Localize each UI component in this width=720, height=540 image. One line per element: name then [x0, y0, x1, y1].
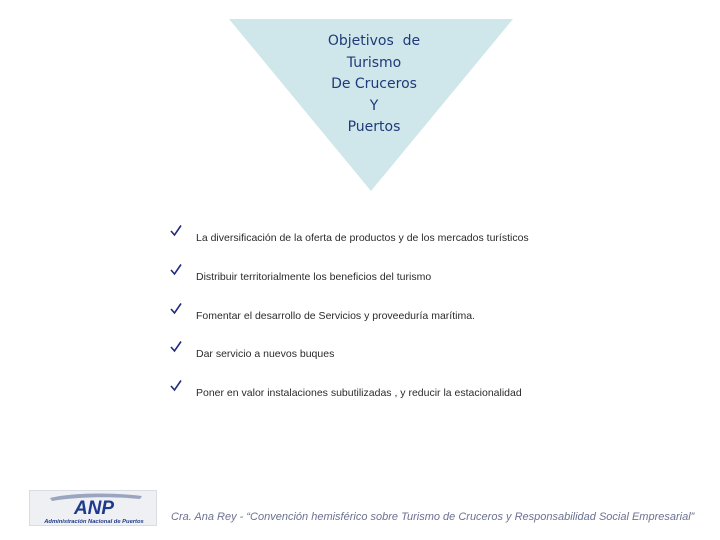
objective-item — [170, 338, 710, 377]
check-icon — [170, 224, 182, 237]
objective-label: Fomentar el desarrollo de Servicios y proveeduría marítima. — [196, 309, 475, 322]
anp-logo — [29, 490, 157, 526]
objective-item — [170, 222, 710, 261]
objective-item — [170, 261, 710, 300]
title-line: Puertos — [347, 119, 401, 135]
title-line: Turismo — [346, 54, 402, 71]
check-icon — [170, 263, 182, 276]
check-icon — [170, 379, 182, 392]
objectives-list — [170, 222, 710, 416]
objective-label: Distribuir territorialmente los beneficios del turismo — [196, 270, 432, 283]
check-icon — [170, 302, 182, 315]
objective-item — [170, 377, 710, 416]
logo-mark: ANP — [73, 498, 115, 519]
title-line: Y — [369, 97, 379, 114]
objective-label: La diversificación de la oferta de productos y de los mercados turísticos — [196, 232, 529, 244]
title-line: Objetivos de — [327, 33, 421, 49]
logo-caption: Administración Nacional de Puertos — [44, 519, 144, 525]
objective-label: Dar servicio a nuevos buques — [196, 348, 335, 361]
check-icon — [170, 340, 182, 353]
footer-citation: Cra. Ana Rey - “Convención hemisférico sobre Turismo de Cruceros y Responsabilidad Social Empresarial” — [171, 511, 695, 523]
slide-title — [274, 31, 474, 139]
title-line: De Cruceros — [331, 76, 417, 92]
objective-item — [170, 300, 710, 339]
objective-label: Poner en valor instalaciones subutilizadas , y reducir la estacionalidad — [196, 387, 522, 400]
